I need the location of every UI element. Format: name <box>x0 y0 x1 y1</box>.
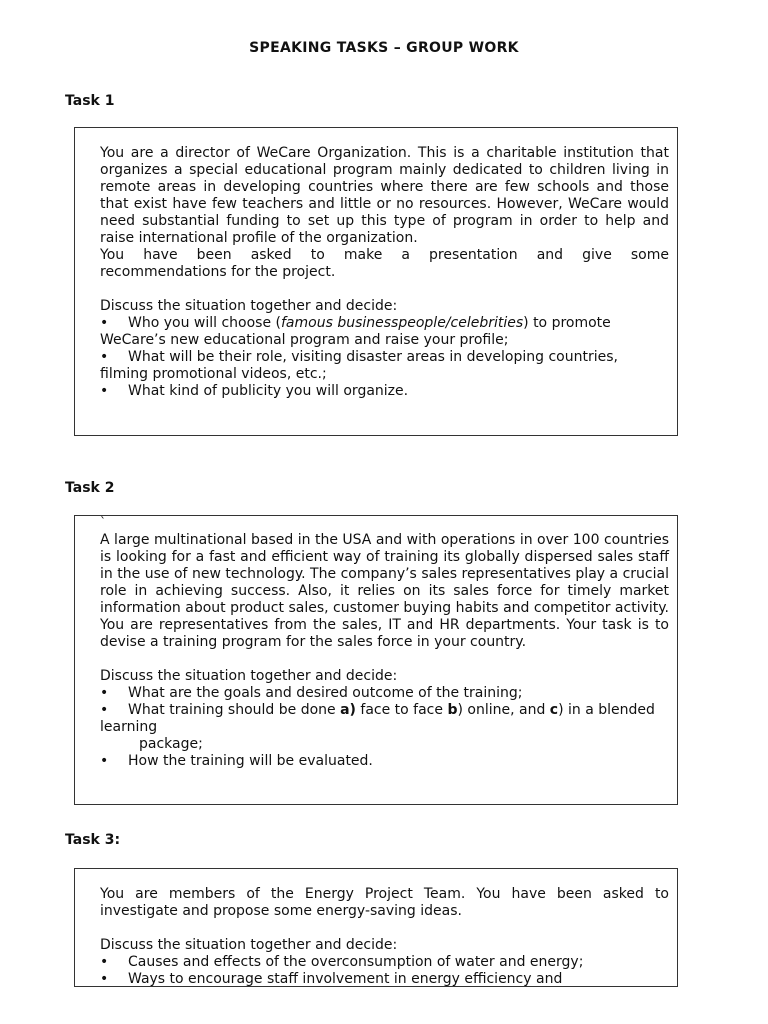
task1-bullet-1: • Who you will choose (famous businesspeople/celebrities) to promote WeCare’s new educational program and raise your profile; <box>100 315 611 348</box>
task1-intro2-line1: You have been asked to make a presentation and give some <box>100 247 669 263</box>
task2-stray-mark: ` <box>100 515 106 529</box>
task1-intro: You are a director of WeCare Organization. This is a charitable institution that organizes a special educational program mainly dedicated to children living in remote areas in developing countries where there are few schools and those that exist have few teachers and little or no resources. However, WeCare would need substantial funding to set up this type of program in order to help and raise international profile of the organization. <box>100 145 669 246</box>
task2-bullet-1: • What are the goals and desired outcome of the training; <box>100 685 523 701</box>
task1-emphasis: famous businesspeople/celebrities <box>281 315 524 331</box>
bullet-icon: • <box>100 383 109 399</box>
bullet-icon: • <box>100 702 109 718</box>
bullet-icon: • <box>100 315 109 331</box>
task2-bullet-2: • What training should be done a) face to face b) online, and c) in a blended learning <box>100 702 655 735</box>
task1-bullet-2: • What will be their role, visiting disaster areas in developing countries, filming promotional videos, etc.; <box>100 349 618 382</box>
task3-box <box>74 868 678 987</box>
task2-discuss: Discuss the situation together and decide: <box>100 668 398 684</box>
bullet-icon: • <box>100 971 109 987</box>
task1-discuss: Discuss the situation together and decide: <box>100 298 398 314</box>
task3-bullet-1: • Causes and effects of the overconsumption of water and energy; <box>100 954 584 970</box>
bullet-icon: • <box>100 685 109 701</box>
task2-box <box>74 515 678 805</box>
task3-intro: You are members of the Energy Project Team. You have been asked to investigate and propose some energy-saving ideas. <box>100 886 669 919</box>
task1-heading: Task 1 <box>65 93 115 109</box>
task3-bullet-2: • Ways to encourage staff involvement in energy efficiency and <box>100 971 563 987</box>
task3-heading: Task 3: <box>65 832 121 848</box>
task2-intro: A large multinational based in the USA and with operations in over 100 countries is looking for a fast and efficient way of training its globally dispersed sales staff in the use of new technology. The company’s sales representatives play a crucial role in achieving success. Also, it relies on its sales force for timely market information about product sales, customer buying habits and competitor activity. You are representatives from the sales, IT and HR departments. Your task is to devise a training program for the sales force in your country. <box>100 532 669 650</box>
page-title: SPEAKING TASKS – GROUP WORK <box>249 40 519 56</box>
task3-discuss: Discuss the situation together and decide: <box>100 937 398 953</box>
task1-bullet-3: • What kind of publicity you will organize. <box>100 383 409 399</box>
task1-box <box>74 127 678 436</box>
task2-bullet-2-continuation: package; <box>139 736 203 752</box>
bullet-icon: • <box>100 753 109 769</box>
task2-heading: Task 2 <box>65 480 115 496</box>
bullet-icon: • <box>100 954 109 970</box>
task1-intro2-line2: recommendations for the project. <box>100 264 336 280</box>
task2-bullet-3: • How the training will be evaluated. <box>100 753 373 769</box>
bullet-icon: • <box>100 349 109 365</box>
